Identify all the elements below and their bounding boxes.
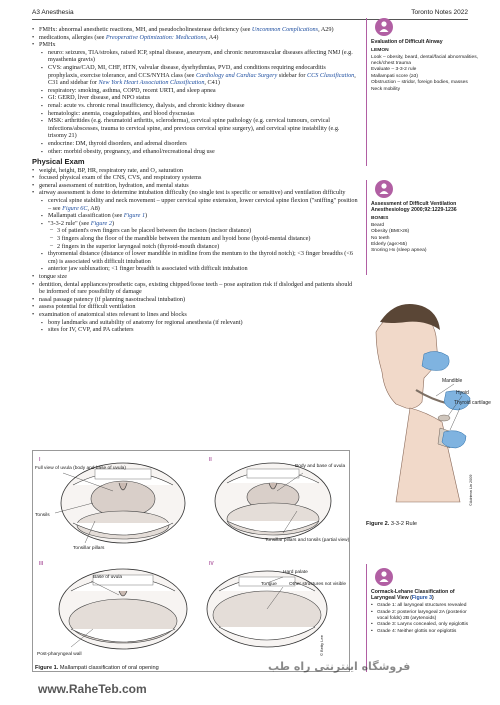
mouth-panel-1 [61,463,185,543]
label-other-structures: Other structures not visible [289,582,347,587]
rule332-illustration [366,292,491,514]
label-full-view-uvula: Full view of uvula (body and base of uvula) [35,466,126,471]
list-item: • weight, height, BP, HR, respiratory rate, and O₂ saturation [32,167,358,175]
sidebar-line: No teeth [371,235,390,241]
figure2-caption: Figure 2. 3-3-2 Rule [366,521,417,527]
list-item: • Grade 2: posterior laryngeal 2A (posterior vocal folds) 2B (arytenoids) [371,610,478,623]
blocks-sublist [41,319,358,334]
sidebar-line: Beard [371,222,385,228]
list-item: – 2 fingers in the superior laryngeal notch (thyroid-mouth distance) [50,243,358,251]
label-base-of-uvula: Base of uvula [93,575,123,580]
list-item: • general assessment of nutrition, hydration, and mental status [32,182,358,190]
list-item: ▪ anterior jaw subluxation; <1 finger breadth is associated with difficult intubation [41,265,358,273]
list-item: ▪ respiratory: smoking, asthma, COPD, recent URTI, and sleep apnea [41,87,358,95]
pmhx-sublist [41,49,358,155]
panel-label: II [209,457,212,463]
list-item: • FMHx: abnormal anesthetic reactions, MH, and pseudocholinesterase deficiency (see Uncommon Complications, A29) [32,26,358,34]
sidebar-difficult-airway [366,18,478,166]
link-figure-2[interactable]: Figure 2 [90,219,112,227]
label-tongue: Tongue [261,582,277,587]
watermark-url: www.RaheTeb.com [38,682,147,696]
link-nyha-classification[interactable]: New York Heart Association Classification [98,79,205,87]
link-figure-1[interactable]: Figure 1 [123,212,146,220]
main-text-column [32,26,358,334]
list-item: ▪ GI: GERD, liver disease, and NPO status [41,94,358,102]
list-item: • airway assessment is done to determine intubation difficulty (no single test is specific or sensitive) and ventilation difficulty ▪ cervical spine stability and neck movement – upper cervical spine extension, lower cervical spine flexion ("sniffing" position – see Figure 6C, A8) ▪ Mallampati classification (see Figure 1) ▪ "3-3-2 rule" (see Figure 2) – 3 of patient's own fingers can be placed between the incisors (incisor distance) – 3 fingers along the floor of the mandible between the mentum and hyoid bone (hyoid-mental distance) – 2 fingers in the superior laryngeal notch (thyroid-mouth distance) ▪ thyromental distance (distance of lower mandible in midline from the mentum to the thyroid notch); <3 finger breadths (<6 cm) is associated with difficult intubation ▪ anterior jaw subluxation; <1 finger breadth is associated with difficult intubation [32,189,358,273]
panel-label: IV [209,561,214,567]
list-item: • Grade 1: all laryngeal structures revealed [371,603,478,609]
list-item: • tongue size [32,273,358,281]
sidebar-line: Obesity (BMI>26) [371,229,410,235]
label-tonsillar-pillars-partial: Tonsillar pillars and tonsils (partial view) [265,538,350,543]
watermark-persian-text: فروشگاه اینترنتی راه طب [268,660,411,673]
list-item: • assess potential for difficult ventilation [32,303,358,311]
panel-label: I [39,457,41,463]
mallampati-illustration [33,451,351,673]
list-item: ▪ bony landmarks and suitability of anatomy for regional anesthesia (if relevant) [41,319,358,327]
label-thyroid-cartilage: Thyroid cartilage [454,400,491,406]
list-item: • Grade 4: Neither glottis nor epiglottis [371,629,478,635]
link-ccs-classification[interactable]: CCS Classification [306,71,355,79]
list-item: • focused physical exam of the CNS, CVS, and respiratory systems [32,174,358,182]
list-item: – 3 of patient's own fingers can be placed between the incisors (incisor distance) [50,227,358,235]
link-cardiology[interactable]: Cardiology and Cardiac Surgery [195,71,278,79]
link-figure-6c[interactable]: Figure 6C [62,204,88,212]
list-item: – 3 fingers along the floor of the mandible between the mentum and hyoid bone (hyoid-mental distance) [50,235,358,243]
airway-sublist [41,197,358,273]
label-mandible: Mandible [442,378,463,384]
section-title-physical-exam: Physical Exam [32,157,85,167]
person-stethoscope-icon [375,180,393,198]
sidebar-line: Mallampati score (≥3) [371,73,418,79]
link-figure-3[interactable]: Figure 3 [411,595,433,602]
person-stethoscope-icon [375,18,393,36]
mouth-panel-3 [59,569,187,649]
sidebar-title: Cormack-Lehane Classification of Laryngeal View (Figure 3) [371,589,455,602]
list-item: ▪ "3-3-2 rule" (see Figure 2) – 3 of patient's own fingers can be placed between the incisors (incisor distance) – 3 fingers along the floor of the mandible between the mentum and hyoid bone (hyoid-mental distance) – 2 fingers in the superior laryngeal notch (thyroid-mouth distance) [41,220,358,250]
list-item: ▪ MSK: arthritides (e.g. rheumatoid arthritis, scleroderma), cervical spine pathology (e.g. cervical tumours, cervical infections/abscesses, trauma to cervical spine, and previous cervical spine surgery), and cervical spine instability (e.g. trisomy 21) [41,117,358,140]
link-uncommon-complications[interactable]: Uncommon Complications [251,26,319,33]
sidebar-line: Neck mobility [371,86,401,92]
list-item: • dentition, dental appliances/prosthetic caps, existing chipped/loose teeth – pose aspiration risk if dislodged and patients should be informed of rare possibility of damage [32,281,358,296]
list-item: • Grade 3: Larynx concealed, only epiglottis [371,622,478,628]
label-tonsillar-pillars: Tonsillar pillars [73,546,105,551]
sidebar-citation: Anesthesiology 2000;92:1229-1236 [371,207,457,214]
list-item: ▪ renal: acute vs. chronic renal insufficiency, dialysis, and chronic kidney disease [41,102,358,110]
link-preoperative-medications[interactable]: Preoperative Optimization: Medications [105,33,207,41]
list-item: • examination of anatomical sites relevant to lines and blocks ▪ bony landmarks and suitability of anatomy for regional anesthesia (if relevant) ▪ sites for IV, CVP, and PA catheters [32,311,358,334]
rule332-sublist [50,227,358,250]
list-item: ▪ hematologic: anemia, coagulopathies, and blood dyscrasias [41,110,358,118]
list-item: ▪ Mallampati classification (see Figure 1) [41,212,358,220]
label-post-pharyngeal-wall: Post-pharyngeal wall [37,652,82,657]
history-list [32,26,358,155]
physical-exam-list [32,167,358,334]
list-item: • PMHx ▪ neuro: seizures, TIA/strokes, raised ICP, spinal disease, aneurysm, and chronic neuromuscular diseases affecting NMJ (e.g. myasthenia gravis) ▪ CVS: angina/CAD, MI, CHF, HTN, valvular disease, dysrhythmias, PVD, and conditions requiring endocarditis prophylaxis, exercise tolerance, and CCS/NYHA class (see Cardiology and Cardiac Surgery sidebar for CCS Classification, C31 and sidebar for New York Heart Association Classification, C41) ▪ respiratory: smoking, asthma, COPD, recent URTI, and sleep apnea ▪ GI: GERD, liver disease, and NPO status ▪ renal: acute vs. chronic renal insufficiency, dialysis, and chronic kidney disease ▪ hematologic: anemia, coagulopathies, and blood dyscrasias ▪ MSK: arthritides (e.g. rheumatoid arthritis, scleroderma), cervical spine pathology (e.g. cervical tumours, cervical infections/abscesses, trauma to cervical spine, and previous cervical spine surgery), and cervical spine instability (e.g. trisomy 21) ▪ endocrine: DM, thyroid disorders, and adrenal disorders ▪ other: morbid obesity, pregnancy, and ethanol/recreational drug use [32,41,358,155]
header-book-title: Toronto Notes 2022 [411,9,468,16]
list-item: • medications, allergies (see Preoperative Optimization: Medications, A4) [32,34,358,42]
list-item: ▪ thyromental distance (distance of lower mandible in midline from the mentum to the thyroid notch); <3 finger breadths (<6 cm) is associated with difficult intubation [41,250,358,265]
label-body-base-uvula: Body and base of uvula [295,464,346,469]
header-section: A3 Anesthesia [32,9,74,16]
list-item: ▪ endocrine: DM, thyroid disorders, and adrenal disorders [41,140,358,148]
figure1-credit: © Betty Lee [319,635,324,656]
figure2-credit: ©Adrienn Lin 2009 [469,474,473,506]
list-item: ▪ cervical spine stability and neck movement – upper cervical spine extension, lower cervical spine flexion ("sniffing" position – see Figure 6C, A8) [41,197,358,212]
label-hard-palate: Hard palate [283,570,308,575]
sidebar-title: Evaluation of Difficult Airway [371,39,443,45]
list-item: ▪ CVS: angina/CAD, MI, CHF, HTN, valvular disease, dysrhythmias, PVD, and conditions requiring endocarditis prophylaxis, exercise tolerance, and CCS/NYHA class (see Cardiology and Cardiac Surgery sidebar for CCS Classification, C31 and sidebar for New York Heart Association Classification, C41) [41,64,358,87]
sidebar-title: Assessment of Difficult Ventilation [371,201,457,207]
person-stethoscope-icon [375,568,393,586]
figure-mallampati [32,450,350,672]
figure1-caption: Figure 1. Mallampati classification of oral opening [35,665,159,671]
sidebar-line: Evaluate – 3-3-2 rule [371,67,417,73]
grade-list [367,603,478,634]
sidebar-heading: BONES [371,216,389,222]
panel-label: III [39,561,44,567]
label-tonsils: Tonsils [35,513,50,518]
figure-332-rule [366,292,491,514]
sidebar-difficult-ventilation [366,180,478,275]
list-item: • nasal passage patency (if planning nasotracheal intubation) [32,296,358,304]
mouth-panel-2 [215,463,331,539]
sidebar-line: Snoring Hx (sleep apnea) [371,248,427,254]
sidebar-line: Elderly (age>55) [371,242,408,248]
list-item: ▪ neuro: seizures, TIA/strokes, raised ICP, spinal disease, aneurysm, and chronic neuromuscular diseases affecting NMJ (e.g. myasthenia gravis) [41,49,358,64]
list-item: ▪ sites for IV, CVP, and PA catheters [41,326,358,334]
list-item: ▪ other: morbid obesity, pregnancy, and ethanol/recreational drug use [41,148,358,156]
sidebar-line: Look – obesity, beard, dental/facial abnormalities, neck/chest trauma [371,54,479,67]
label-hyoid: Hyoid [456,390,469,396]
sidebar-line: Obstruction – stridor, foreign bodies, masses [371,80,468,86]
sidebar-heading: LEMON [371,48,389,54]
